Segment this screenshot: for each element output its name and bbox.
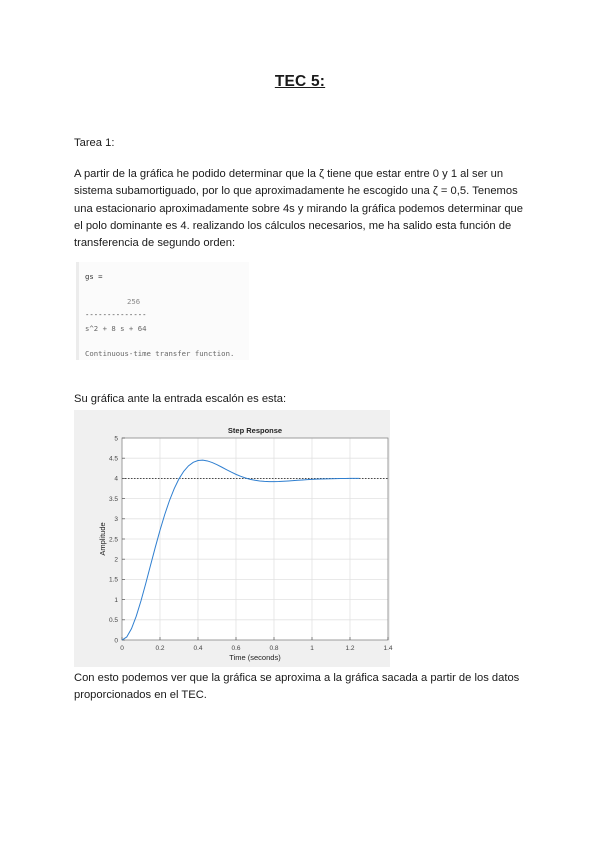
y-tick-label: 2.5	[108, 536, 118, 544]
x-tick-label: 1.2	[345, 645, 355, 652]
code-denominator: s^2 + 8 s + 64	[85, 324, 147, 333]
x-tick-label: 0.4	[193, 645, 203, 652]
chart-title: Step Response	[227, 426, 283, 435]
x-tick-label: 1	[310, 645, 314, 652]
y-tick-label: 5	[114, 435, 118, 443]
code-variable-line: gs =	[85, 272, 103, 281]
task-label: Tarea 1:	[74, 137, 115, 149]
document-title: TEC 5:	[274, 73, 326, 90]
y-tick-label: 4	[114, 475, 118, 483]
y-tick-label: 3.5	[108, 495, 118, 503]
x-tick-label: 1.4	[383, 645, 393, 652]
x-tick-label: 0.8	[269, 645, 279, 652]
step-response-figure	[74, 410, 393, 667]
paragraph-intro: A partir de la gráfica he podido determinar que la ζ tiene que estar entre 0 y 1 al ser un sistema subamortiguado, por lo que aproximadamente he escogido una ζ = 0,5. Tenemos una estacionario aproximadamente sobre 4s y mirando la gráfica podemos determinar que el polo dominante es 4. realizando los cálculos necesarios, me ha salido esta función de transferencia de segundo orden:	[74, 168, 523, 250]
y-tick-label: 0.5	[108, 617, 118, 625]
y-tick-label: 3	[114, 516, 118, 524]
y-tick-label: 1	[114, 596, 118, 604]
y-tick-label: 0	[114, 637, 118, 645]
x-axis-label: Time (seconds)	[229, 653, 281, 662]
y-axis-label: Amplitude	[98, 522, 107, 556]
y-tick-label: 4.5	[108, 455, 118, 463]
paragraph-conclusion: Con esto podemos ver que la gráfica se aproxima a la gráfica sacada a partir de los datos proporcionados en el TEC.	[74, 672, 520, 702]
y-tick-label: 1.5	[108, 576, 118, 584]
x-tick-label: 0	[120, 645, 124, 652]
step-response-chart	[74, 410, 393, 667]
x-tick-label: 0.6	[231, 645, 241, 652]
code-footer: Continuous-time transfer function.	[85, 349, 235, 358]
paragraph-step-intro: Su gráfica ante la entrada escalón es esta:	[74, 393, 287, 405]
y-tick-label: 2	[114, 556, 118, 564]
code-numerator: 256	[127, 297, 141, 306]
x-tick-label: 0.2	[155, 645, 165, 652]
code-fraction-divider: --------------	[85, 310, 147, 319]
matlab-output-block	[76, 262, 249, 360]
